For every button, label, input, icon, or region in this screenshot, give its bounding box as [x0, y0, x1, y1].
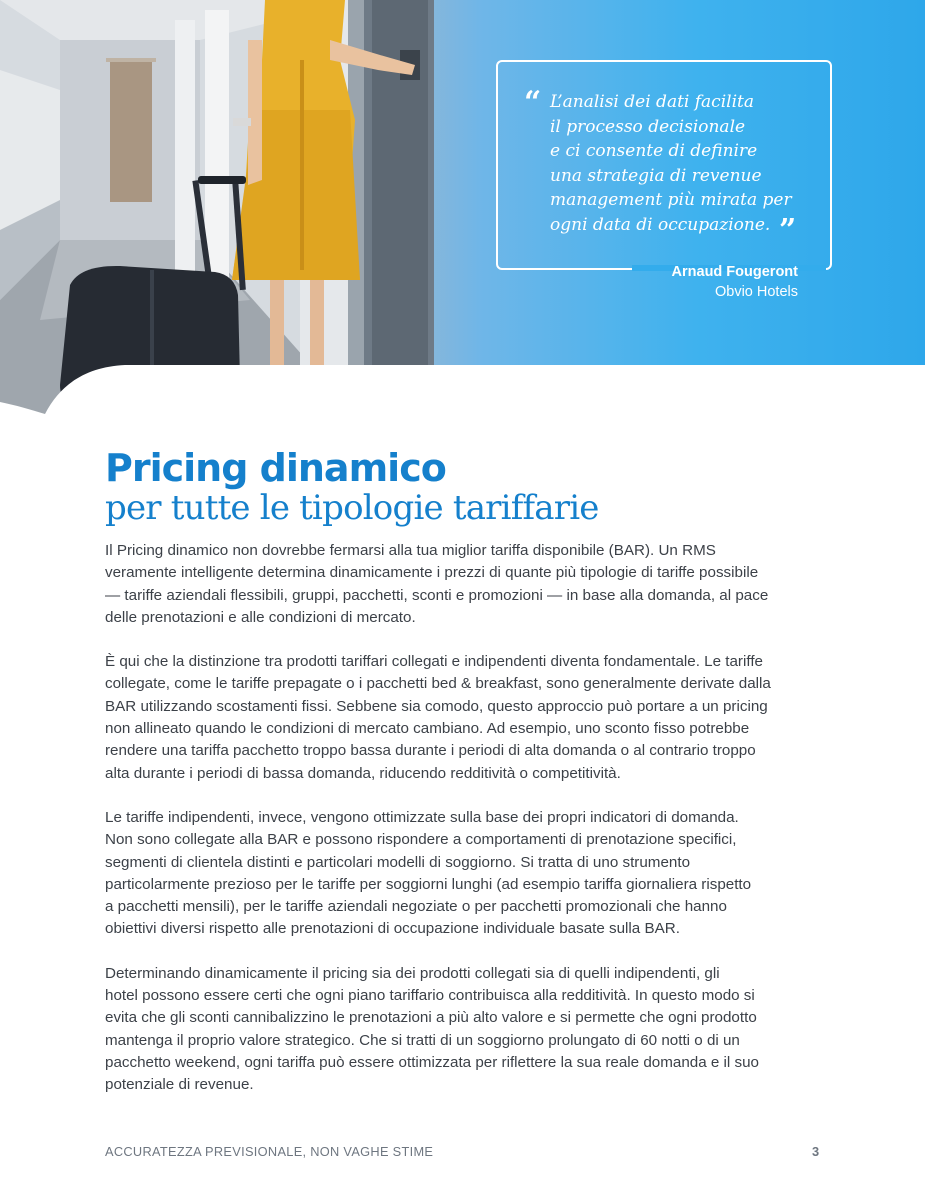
quote-line: L’analisi dei dati facilita	[550, 92, 754, 112]
text-line: È qui che la distinzione tra prodotti tariffari collegati e indipendenti diventa fondamentale. Le tariffe	[105, 653, 763, 671]
text-line: segmenti di clientela distinti e particolari modelli di soggiorno. Si tratta di uno strumento	[105, 853, 691, 871]
author-name: Arnaud Fougeront	[671, 264, 798, 280]
quote-line: una strategia di revenue	[550, 165, 762, 186]
text-line: potenziale di revenue.	[105, 1076, 254, 1094]
quote-line: management più mirata per	[550, 190, 792, 210]
text-line: obiettivi diversi rispetto alle prenotazioni di occupazione individuale basate sulla BAR.	[105, 920, 680, 938]
text-line: a pacchetti mensili), per le tariffe aziendali negoziate o per pacchetti promozionali che hanno	[105, 898, 727, 916]
paragraph	[105, 651, 825, 785]
paragraph	[105, 963, 825, 1097]
page-number: 3	[812, 1144, 820, 1159]
text-line: Il Pricing dinamico non dovrebbe fermarsi alla tua miglior tariffa disponibile (BAR). Un RMS	[105, 542, 716, 559]
quote-attribution	[672, 262, 798, 302]
body-text	[105, 540, 825, 1119]
text-line: Le tariffe indipendenti, invece, vengono ottimizzate sulla base dei propri indicatori di domanda.	[105, 808, 739, 826]
text-line: pacchetto weekend, ogni tariffa può essere ottimizzata per riflettere la sua reale domanda e il suo	[105, 1053, 760, 1071]
text-line: particolarmente prezioso per le tariffe per soggiorni lunghi (ad esempio tariffa giornaliera rispetto	[105, 875, 752, 893]
text-line: evita che gli sconti cannibalizzino le prenotazioni a più alto valore e si permette che ogni prodotto	[105, 1009, 757, 1027]
text-line: delle prenotazioni e alle condizioni di mercato.	[105, 608, 416, 626]
text-line: BAR utilizzando scostamenti fissi. Sebbene sia comodo, questo approccio può portare a un pricing	[105, 697, 768, 715]
close-quote-icon: ”	[779, 213, 797, 248]
text-line: veramente intelligente determina dinamicamente i prezzi di quante più tipologie di tariffe possibile	[105, 564, 759, 582]
hero-image	[0, 0, 925, 420]
text-line: rendere una tariffa pacchetto troppo bassa durante i periodi di alta domanda o al contrario troppo	[105, 742, 756, 760]
quote-line: il processo decisionale	[550, 116, 746, 137]
text-line: alta durante i periodi di bassa domanda, riducendo redditività o competitività.	[105, 764, 621, 782]
text-line: hotel possono essere certi che ogni piano tariffario contribuisca alla redditività. In questo modo si	[105, 987, 755, 1005]
text-line: mantenga il proprio valore strategico. Che si tratti di un soggiorno prolungato di 60 notti o di un	[105, 1031, 740, 1049]
footer-section-title: ACCURATEZZA PREVISIONALE, NON VAGHE STIME	[105, 1144, 434, 1159]
text-line: — tariffe aziendali flessibili, gruppi, pacchetti, sconti e promozioni — in base alla domanda, al pace	[105, 586, 769, 604]
quote-line: e ci consente di definire	[550, 141, 758, 161]
text-line: Determinando dinamicamente il pricing sia dei prodotti collegati sia di quelli indipendenti, gli	[105, 964, 720, 982]
quote-box	[496, 60, 832, 270]
text-line: Non sono collegate alla BAR e possono rispondere a comportamenti di prenotazione specifici,	[105, 831, 737, 849]
author-organization: Obvio Hotels	[714, 284, 798, 300]
paragraph	[105, 807, 825, 941]
text-line: non allineato quando le condizioni di mercato cambiano. Ad esempio, uno sconto fisso potrebbe	[105, 720, 750, 738]
text-line: collegate, come le tariffe prepagate o i pacchetti bed & breakfast, sono generalmente derivate dalla	[105, 675, 771, 693]
page-title: Pricing dinamico	[105, 446, 446, 490]
open-quote-icon: “	[524, 85, 542, 120]
quote-line: ogni data di occupazione.	[550, 214, 771, 235]
page-subtitle: per tutte le tipologie tariffarie	[105, 488, 599, 528]
paragraph	[105, 540, 825, 629]
